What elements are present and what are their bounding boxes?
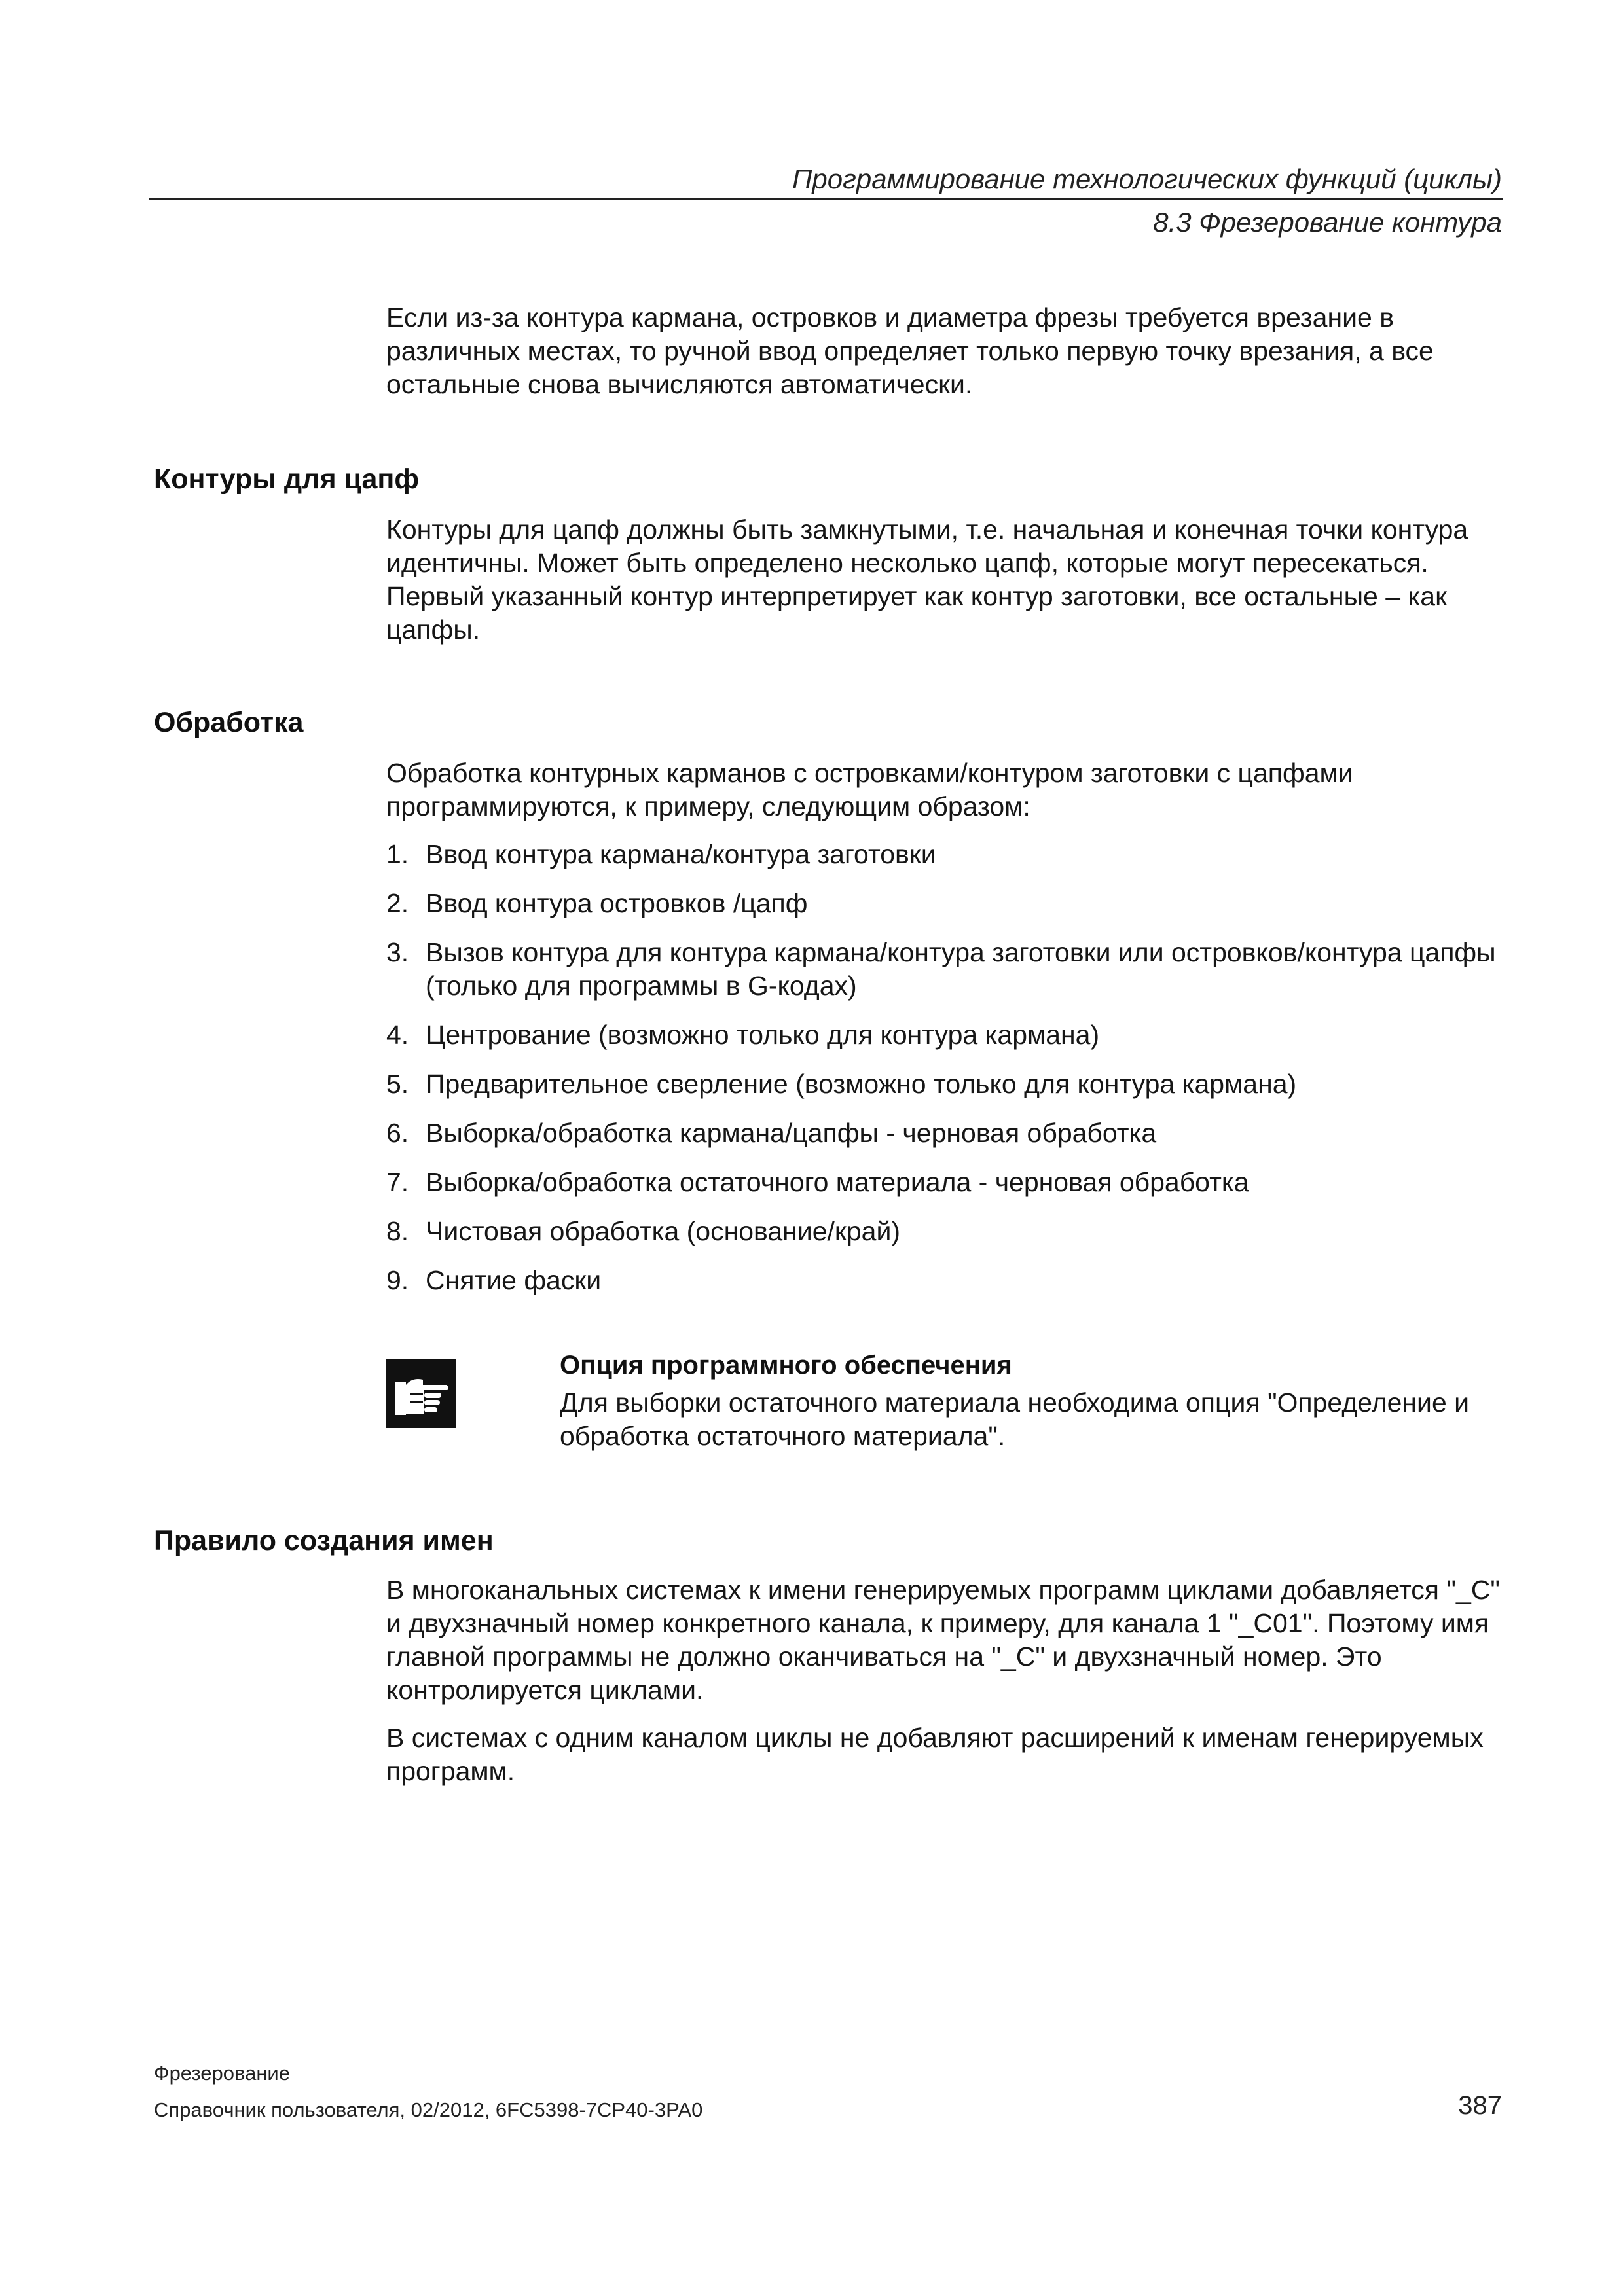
step-text: Вызов контура для контура кармана/контура заготовки или островков/контура цапфы (только для программы в G-кодах) [426, 937, 1496, 1001]
naming-paragraph-1: В многоканальных системах к имени генерируемых программ циклами добавляется "_C" и двухзначный номер конкретного канала, к примеру, для канала 1 "_C01". Поэтому имя главной программы не должно оканчиваться на "_C" и двухзначный номер. Это контролируется циклами. [386, 1575, 1500, 1705]
step-number: 3. [386, 937, 409, 967]
step-number: 5. [386, 1069, 409, 1099]
list-item [386, 936, 1519, 1003]
list-item [386, 1117, 1519, 1150]
naming-paragraph-2: В системах с одним каналом циклы не добавляют расширений к именам генерируемых программ. [386, 1723, 1484, 1786]
processing-paragraph: Обработка контурных карманов с островками/контуром заготовки с цапфами программируются, к примеру, следующим образом: [386, 758, 1353, 821]
page-number: 387 [1458, 2091, 1502, 2120]
step-number: 1. [386, 839, 409, 869]
step-number: 6. [386, 1118, 409, 1148]
step-number: 2. [386, 888, 409, 918]
step-text: Предварительное сверление (возможно только для контура кармана) [426, 1069, 1297, 1099]
step-text: Снятие фаски [426, 1265, 602, 1295]
list-item [386, 1215, 1519, 1248]
list-item [386, 887, 1519, 920]
step-text: Центрование (возможно только для контура кармана) [426, 1020, 1100, 1050]
contours-paragraph: Контуры для цапф должны быть замкнутыми, т.е. начальная и конечная точки контура идентичны. Может быть определено несколько цапф, которые могут пересекаться. Первый указанный контур интерпретирует как контур заготовки, все остальные – как цапфы. [386, 514, 1468, 645]
heading-processing: Обработка [154, 707, 304, 738]
step-number: 8. [386, 1216, 409, 1246]
step-text: Чистовая обработка (основание/край) [426, 1216, 901, 1246]
header-chapter-title: Программирование технологических функций (циклы) [792, 164, 1502, 194]
pointing-hand-icon [386, 1359, 456, 1428]
step-text: Ввод контура островков /цапф [426, 888, 808, 918]
list-item [386, 1018, 1519, 1052]
note-title: Опция программного обеспечения [560, 1351, 1012, 1380]
step-text: Выборка/обработка остаточного материала - черновая обработка [426, 1167, 1249, 1197]
note-text: Для выборки остаточного материала необходима опция "Определение и обработка остаточного материала". [560, 1388, 1470, 1451]
list-item [386, 838, 1519, 871]
list-item [386, 1166, 1519, 1199]
heading-contours: Контуры для цапф [154, 463, 420, 495]
footer-book-title: Фрезерование [154, 2062, 290, 2085]
step-text: Выборка/обработка кармана/цапфы - черновая обработка [426, 1118, 1157, 1148]
heading-naming-rule: Правило создания имен [154, 1525, 494, 1556]
list-item [386, 1264, 1519, 1297]
intro-paragraph: Если из-за контура кармана, островков и диаметра фрезы требуется врезание в различных местах, то ручной ввод определяет только первую точку врезания, а все остальные снова вычисляются автоматически. [386, 302, 1434, 399]
step-number: 4. [386, 1020, 409, 1050]
header-divider [149, 198, 1503, 200]
header-section-title: 8.3 Фрезерование контура [1153, 207, 1502, 238]
footer-manual-info: Справочник пользователя, 02/2012, 6FC5398-7CP40-3PA0 [154, 2098, 703, 2121]
step-text: Ввод контура кармана/контура заготовки [426, 839, 936, 869]
step-number: 9. [386, 1265, 409, 1295]
list-item [386, 1067, 1519, 1101]
processing-steps-list [386, 838, 1519, 1313]
step-number: 7. [386, 1167, 409, 1197]
